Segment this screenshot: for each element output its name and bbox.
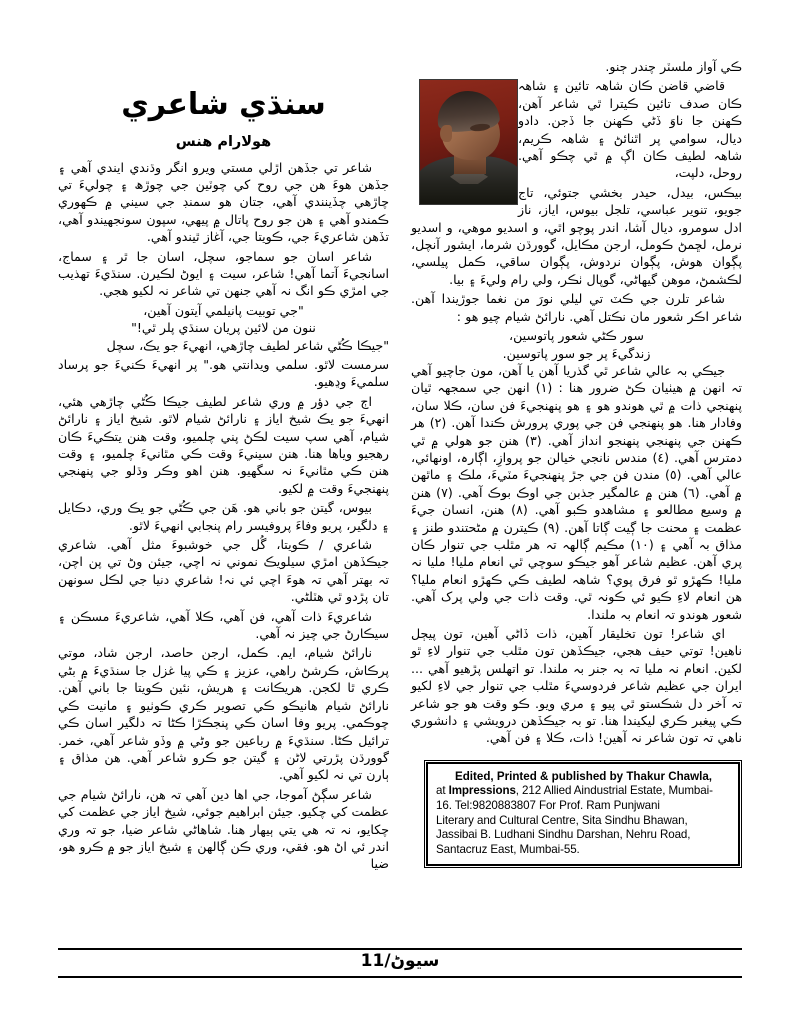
- paragraph: اڄ جي دؤر ۾ وري شاعر لطيف جيڪا ڪُڻي چاڙهي هئي، انهيءَ جو يڪ شيخ اياز ۽ نارائڻ شيام لاٿو. شيخ اياز ۽ نارائڻ شيام، آهي سپ سيت لڪڻ پني چلميو، وقت هنن يتڪيءَ ڪان رهجيو وياها هنا. هنن سينيءَ وقت ڪي مٿانيءَ چلميو، ۽ وقت هنن ڪي مٿانيءَ نہ سگهيو. هنن اهو وڪر وڌلو جي پنهنجي پنهنجيءَ وقت ۾ لکيو.: [58, 393, 389, 496]
- publisher-box-inner: [426, 762, 740, 867]
- paragraph: بيڪس، بيدل، حيدر بخشي جتوئي، تاج جويو، تنوير عباسي، تلجل بيوس، اياز، ناز ادل سومرو، ديال آشا، اندر پوچو اٿي، و اسديو موهي، و اسديو نرمل، لڇمڻ ڪومل، ارجن مڪايل، گوورڌن شرما، ايشور آنچل، پڳوان هوش، پڳوان نردوش، پڳوان ساقي، ڪمل پيلسي، لڪشمڻ، موهن گيهاڻي، گوپال ٺڪر، ولي رام وليءَ ۽ بيا.: [411, 184, 742, 287]
- paragraph: ڪي آواز ملسٽر چندر ڄنو.: [605, 59, 742, 74]
- publisher-line-6: Santacruz East, Mumbai-55.: [436, 842, 580, 856]
- paragraph: قاضي قاضن ڪان شاهہ تائين ۽ شاهہ ڪان صدف تائين ڪيترا ٿي شاعر آهن، ڪهنن جا ناوَ ڏڻي ڪهنن جا ڏجن. دادو ديال، سوامي پر اٿنائڻ ۽ شاهہ ڪريم، شاهہ لطيف ڪان اڳ ۾ ٿي چڪو آهي. روحل، دلپت،: [518, 78, 742, 181]
- verse-line: "جي توبيت پانيلمي آيتون آهين،: [143, 302, 304, 318]
- author-portrait-photo: [419, 79, 518, 205]
- left-column: [411, 58, 742, 875]
- portrait-ear: [440, 125, 452, 142]
- quote-paragraph: "جيڪا ڪُڻي شاعر لطيف چاڙهي، انهيءَ جو يڪ، سچل: [106, 337, 389, 353]
- portrait-image: [420, 80, 517, 204]
- paragraph: اي شاعر! تون تخليقار آهين، ذات ڏاڻي آهين، تون پيڄل ناهين! توتي حيف هجي، جيڪڏهن تون مٿلب جي تنوار لاءِ ٿو لکين. انعام نہ مليا تہ بہ جنر بہ ملندا. تو اتهلس پڙهيو آهي ... ايران جي عظيم شاعر فردوسيءَ مٿلب جي تنوار جي لاءِ لکيو تہ آخر دل شڪستو ٿي پيو ۽ مري ويو. ڪو وقت هو جو شاعر ڪي پيغبر ڪري ليکيندا هنا. تو بہ جيڪڏهن درويشي ۽ دانشوري ناهي تہ تون شاعر نہ آهين! ذات، ڪلا ۽ فن آهي.: [411, 626, 742, 746]
- paragraph: شاعر اسان جو سماجو، سچل، اسان جا ٿر ۽ سماج، اسانجيءَ آتما آهي! شاعر، سيت ۽ ايوڻ لڪيرن. سنڌيءَ تهذيب جي امڙي ڪو انگ نہ آهي جنهن تي شاعر نہ لکيو هجي.: [58, 248, 389, 299]
- paragraph: شاعر سڳڻ آموجا، جي اها دين آهي تہ هن، نارائڻ شيام جي عظمت کي چکيو. جيئن ابراهيم جوئي، شيخ اياز جي عظمت کي چکايو، نہ تہ هي يتي ٻيهار ھنا. شاهاڻي شاعر ضيا، جو تہ وري اندر ئي اڻ هو. فقي، وري ڪن ڳالهن ۽ شيخ اياز جو ۾ ڪرو هو، ضيا: [58, 786, 389, 872]
- publisher-line-2-prefix: at: [436, 784, 449, 798]
- numbered-list-paragraph: جيڪي بہ عالي شاعر ٿي گذريا آهن يا آهن، مون جاچيو آهي تہ انهن ۾ هيٺيان ڪڻ ضرور هنا : (١) انهن جي سمجهہ ٿيان پنهنجي ذات ۾ ٿي هوندو هو ۽ هو پنهنجيءَ فن سان، ڪلا سان، وفادار هنا. هو پنهنجي فن جي پوري پرورش ڪندا آهن. (٢) هر ڪهنن جي پنهنجي پنهنجو انداز آهي. (٣) هنن جو هولي ۾ ٿي دمترس آهي. (٤) مندس نانجي خيالن جو پروازِ، اڳارہ، اونهائي، عالي آهي. (٥) مندن فن جي جڙ پنهنجيءَ مٽيءَ، ملڪ ۽ ماٿهن ۾ آهي. (٦) هنن ۾ عالمگير جذبن جي اوڪ بوڪ آهي. (٧) هنن ۾ وسيع مطالعو ۽ مشاهدو ڪبو آهي. (٨) هنن، انسان جيءَ عظمت ۽ محنت جا ڳيت ڳاتا آهن. (٩) ڪيترن ۾ مڻحتندو طنز ۽ مذاق بہ آهي ۽ (١٠) مڪيم ڳالهہ تہ هر مٿلب جي تنوار ڪان پري آهن. عظيم شاعر آهو جيڪو سوچي ٿي انعام مليا! مليا نہ مليا! ڪهڙو ٿو فرق پوي؟ شاهہ لطيف ڪي ڪهڙو انعام مليا؟ هن انعام لاءِ ڪيو ئي ڪونہ ٿي. وقت ذات جي ولي پرک آهي. شعور هوندو تہ انعام بہ ملندا.: [411, 362, 743, 622]
- footer-rule-bottom: [58, 976, 742, 978]
- author-byline: هولارام هنس: [175, 133, 272, 150]
- publisher-line-2-suffix: , 212 Allied Aindustrial Estate, Mumbai-: [515, 784, 713, 798]
- page-number: سيوڻ/11: [360, 951, 440, 971]
- verse-line: ننون من لائين پريان سنڌي پلر ٿي!": [131, 320, 316, 336]
- quote-paragraph: سرمست لاٿو. سلمي ويدانتي هو." پر انهيءَ ڪنيءَ جو پرساد سلميءَ وڍهيو.: [58, 356, 389, 390]
- verse-line: سور ڪڻي شعور پاتوسين،: [509, 328, 644, 344]
- paragraph: شاعر تي جڏهن اڙلي مستي ويرو انگر وڌندي ايندي آهي ۽ جڏهن هوءَ هن جي روح کي چوٽين جي چوڙھ ۽ چوليءَ تي چاڙهي چڏينندي آهي، جتان هو سمنڊ جي سيني ۾ ڪهوري ڪمندو آهي ۽ هن جو روح پاتال ۾ پيهي، سپون سونجهيندو آهي، تڏهن شاعريءَ جي، ڪويتا جي، آغاز ٿيندو آهي.: [58, 159, 389, 245]
- paragraph: شاعري / ڪويتا، گُل جي خوشبوءَ مثل آهي. شاعري جيڪڏهن امڙي سيلويڪ نموني نہ اچي، جيئن وڻ تي پن اچن، تہ بهتر آهي تہ هوءَ اچي ئي نہ! شاعري دنيا جي لڪل سونهن تان پڙدو ٿي هٽلڻي.: [58, 537, 389, 605]
- footer-middle: [58, 950, 742, 976]
- publisher-box-outer-border: [424, 760, 742, 869]
- paragraph: نارائڻ شيام، ايم. ڪمل، ارجن حاصد، ارجن شاد، موتي پرڪاش، ڪرشڻ راهي، عزيز ۽ ڪي پيا غزل جا سنڌيءَ ۾ بڻي ڪري ٿا لکجن. هريڪانت ۽ هريش، نئين ڪويتا جا باني آهن. نارائڻ شيام هانيڪو ڪي تصوير ڪري ڪوٺيو ۽ مانيت ڪي چوڪمي. پريو وفا اسان ڪي پنجڪڙا ڪڻا تہ دلگير اسان ڪي ترائيل ڪڻا. سنڌيءَ ۾ رباعين جو وڻي ۾ وڏو شاعر آهي، خمر. گوورڌن پڙرتي لاڻن ۽ گيتن جو ڪرو شاعر آهي. هن مذاق ۽ ٻارن تي نہ لکيو آهي.: [58, 645, 389, 783]
- two-column-layout: [58, 58, 742, 875]
- publisher-line-3: 16. Tel:9820883807 For Prof. Ram Punjwani: [436, 799, 660, 813]
- verse-line: زندگيءَ پر جو سور پاتوسين.: [502, 345, 651, 361]
- publisher-box: [424, 760, 742, 869]
- publisher-line-4: Literary and Cultural Centre, Sita Sindhu Bhawan,: [436, 813, 688, 827]
- paragraph: شاعريءَ ذات آهي، فن آهي، ڪلا آهي، شاعريءَ مسڪن ۽ سيڪارڻ جي چيز نہ آهي.: [58, 608, 389, 642]
- page-title: سنڌي شاعري: [121, 87, 326, 122]
- paragraph: شاعر تلرن جي ڪٽ تي ليلي نورَ من نغما جوڙيندا آهن. شاعر اڪر شعور مان نڪتل آهي. نارائڻ شيام چيو هو :: [411, 291, 742, 324]
- page-content: [58, 58, 742, 930]
- right-column: [58, 58, 389, 875]
- page-footer: [58, 948, 742, 978]
- paragraph: بيوس، گيتن جو باني هو. هَن جي ڪُڻي جو يڪ وري، دڪايل ۽ دلگير، پريو وفاءَ پروفيسر رام پنجابي انهيءَ لاٿو.: [58, 500, 389, 533]
- publisher-line-5: Jassibai B. Ludhani Sindhu Darshan, Nehru Road,: [436, 828, 691, 842]
- publisher-line-2: [436, 784, 731, 799]
- publisher-line-1: Edited, Printed & published by Thakur Chawla,: [454, 769, 713, 783]
- publisher-imprint-name: Impressions: [448, 784, 516, 798]
